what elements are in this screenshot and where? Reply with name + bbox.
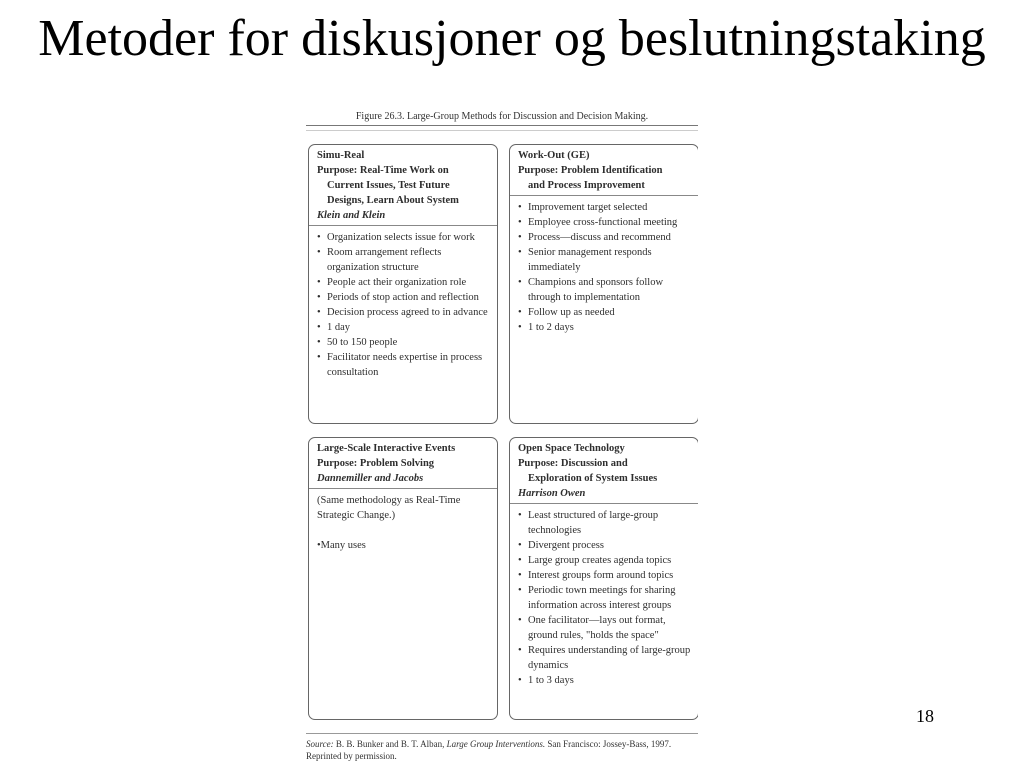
list-item: • Periodic town meetings for sharing information across interest groups (518, 583, 692, 613)
list-item: • 50 to 150 people (317, 335, 491, 350)
slide-title: Metoder for diskusjoner og beslutningstaking (38, 10, 986, 67)
method-box-open-space (509, 437, 698, 720)
list-item: • Employee cross-functional meeting (518, 215, 692, 230)
source-text: B. B. Bunker and B. T. Alban, (335, 739, 445, 749)
list-item: • Organization selects issue for work (317, 230, 491, 245)
list-item: • Champions and sponsors follow through to implementation (518, 275, 692, 305)
box-note: •Many uses (317, 540, 366, 551)
box-heading (510, 145, 698, 195)
figure-source (306, 738, 698, 762)
list-item: • People act their organization role (317, 275, 491, 290)
source-rest: San Francisco: Jossey-Bass, 1997. (547, 739, 672, 749)
list-item: • 1 to 2 days (518, 320, 692, 335)
list-item: • Divergent process (518, 538, 692, 553)
box-purpose-line: Designs, Learn About System (327, 195, 459, 206)
list-item: • One facilitator—lays out format, ground rules, "holds the space" (518, 613, 692, 643)
list-item: • 1 day (317, 320, 491, 335)
box-purpose-line: Current Issues, Test Future (327, 180, 450, 191)
figure-scan (306, 108, 698, 768)
figure-caption: Figure 26.3. Large-Group Methods for Discussion and Decision Making. (355, 111, 649, 122)
list-item: • 1 to 3 days (518, 673, 692, 688)
source-permission: Reprinted by permission. (306, 751, 397, 761)
box-title: Simu-Real (317, 150, 365, 161)
list-item: • Large group creates agenda topics (518, 553, 692, 568)
list-item: • Periods of stop action and reflection (317, 290, 491, 305)
box-purpose-line: and Process Improvement (528, 180, 645, 191)
source-label: Source: (306, 739, 334, 749)
box-body (510, 504, 698, 690)
box-title: Work-Out (GE) (518, 150, 590, 161)
box-heading (510, 438, 698, 503)
list-item: • Improvement target selected (518, 200, 692, 215)
list-item: • Process—discuss and recommend (518, 230, 692, 245)
method-box-large-scale-events (308, 437, 498, 720)
box-body (309, 489, 497, 555)
box-purpose-line: Exploration of System Issues (528, 473, 658, 484)
figure-top-rule-2 (306, 130, 698, 131)
box-author: Harrison Owen (518, 488, 586, 499)
method-box-simu-real (308, 144, 498, 424)
box-purpose: Purpose: Real-Time Work on (317, 165, 449, 176)
list-item: • Senior management responds immediately (518, 245, 692, 275)
box-purpose: Purpose: Problem Solving (317, 458, 435, 469)
box-purpose: Purpose: Discussion and (518, 458, 628, 469)
box-note: (Same methodology as Real-Time Strategic Change.) (317, 495, 461, 521)
source-rule (306, 733, 698, 734)
box-author: Klein and Klein (317, 210, 386, 221)
box-heading (309, 145, 497, 225)
list-item: • Least structured of large-group technologies (518, 508, 692, 538)
box-author: Dannemiller and Jacobs (317, 473, 424, 484)
list-item: • Follow up as needed (518, 305, 692, 320)
list-item: • Room arrangement reflects organization structure (317, 245, 491, 275)
figure-top-rule (306, 125, 698, 126)
box-title: Open Space Technology (518, 443, 625, 454)
list-item: • Decision process agreed to in advance (317, 305, 491, 320)
box-body (309, 226, 497, 382)
method-box-work-out (509, 144, 698, 424)
page-number: 18 (916, 706, 934, 726)
box-purpose: Purpose: Problem Identification (518, 165, 663, 176)
list-item: • Requires understanding of large-group dynamics (518, 643, 692, 673)
list-item: • Facilitator needs expertise in process consultation (317, 350, 491, 380)
box-body (510, 196, 698, 337)
source-book: Large Group Interventions. (446, 739, 546, 749)
list-item: • Interest groups form around topics (518, 568, 692, 583)
box-heading (309, 438, 497, 488)
box-title: Large-Scale Interactive Events (317, 443, 456, 454)
